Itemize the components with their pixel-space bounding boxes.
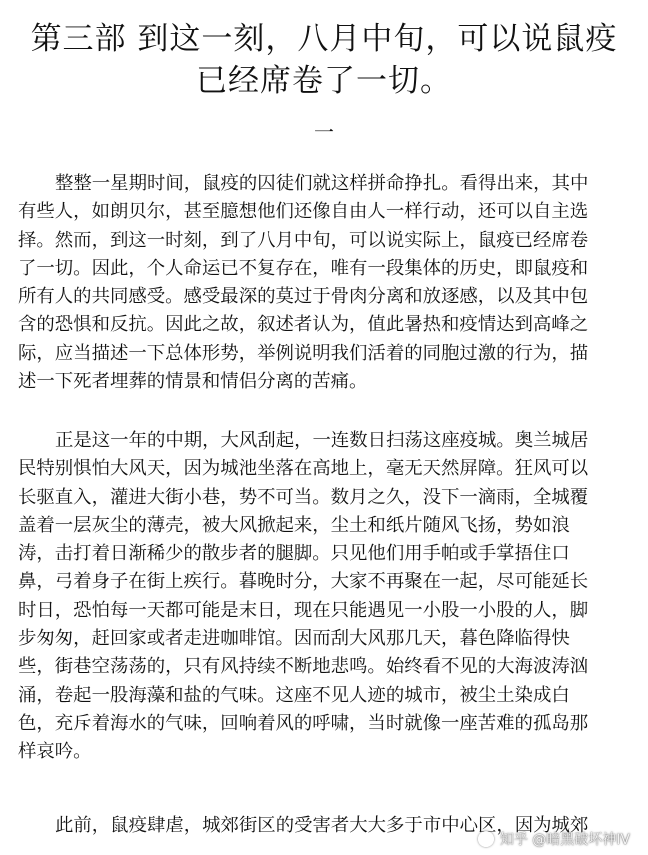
watermark-text: 知乎 @暗黑破坏神IV <box>499 832 630 848</box>
text-line: 涌，卷起一股海藻和盐的气味。这座不见人迹的城市，被尘土染成白 <box>18 684 570 706</box>
text-line: 步匆匆，赶回家或者走进咖啡馆。因而刮大风那几天，暮色降临得快 <box>18 628 570 650</box>
text-line: 些，街巷空荡荡的，只有风持续不断地悲鸣。始终看不见的大海波涛汹 <box>18 656 589 678</box>
text-line: 含的恐惧和反抗。因此之故，叙述者认为，值此暑热和疫情达到高峰之 <box>18 314 589 336</box>
text-line: 了一切。因此，个人命运已不复存在，唯有一段集体的历史，即鼠疫和 <box>18 257 589 279</box>
text-line: 鼻，弓着身子在街上疾行。暮晚时分，大家不再聚在一起，尽可能延长 <box>18 571 589 593</box>
section-number: 一 <box>314 120 334 144</box>
text-line: 此前，鼠疫肆虐，城郊街区的受害者大大多于市中心区，因为城郊 <box>55 815 589 836</box>
paragraph-1 <box>18 170 632 396</box>
text-line: 正是这一年的中期，大风刮起，一连数日扫荡这座疫城。奥兰城居 <box>55 430 589 451</box>
chapter-title-line-1: 第三部 到这一刻，八月中旬，可以说鼠疫 <box>30 21 618 57</box>
text-line: 整整一星期时间，鼠疫的囚徒们就这样拼命挣扎。看得出来，其中 <box>55 173 589 194</box>
text-line: 民特别惧怕大风天，因为城池坐落在高地上，毫无天然屏障。狂风可以 <box>18 458 589 480</box>
chapter-title-line-2: 已经席卷了一切。 <box>196 63 452 99</box>
text-line: 所有人的共同感受。感受最深的莫过于骨肉分离和放逐感，以及其中包 <box>18 286 589 308</box>
text-line: 择。然而，到这一时刻，到了八月中旬，可以说实际上，鼠疫已经席卷 <box>18 229 589 251</box>
zhihu-logo-icon <box>478 831 494 847</box>
chapter-title <box>0 18 648 102</box>
text-line: 样哀吟。 <box>18 741 92 763</box>
text-line: 述一下死者埋葬的情景和情侣分离的苦痛。 <box>18 371 368 393</box>
text-line: 际，应当描述一下总体形势，举例说明我们活着的同胞过激的行为，描 <box>18 342 589 364</box>
text-line: 盖着一层灰尘的薄壳，被大风掀起来，尘土和纸片随风飞扬，势如浪 <box>18 514 570 536</box>
paragraph-2 <box>18 427 632 767</box>
text-line: 长驱直入，灌进大街小巷，势不可当。数月之久，没下一滴雨，全城覆 <box>18 486 589 508</box>
text-line: 有些人，如朗贝尔，甚至臆想他们还像自由人一样行动，还可以自主选 <box>18 201 589 223</box>
text-line: 时日，恐怕每一天都可能是末日，现在只能遇见一小股一小股的人，脚 <box>18 599 589 621</box>
zhihu-watermark <box>478 829 630 849</box>
text-line: 色，充斥着海水的气味，回响着风的呼啸，当时就像一座苦难的孤岛那 <box>18 712 589 734</box>
text-line: 涛，击打着日渐稀少的散步者的腿脚。只见他们用手帕或手掌捂住口 <box>18 543 570 565</box>
